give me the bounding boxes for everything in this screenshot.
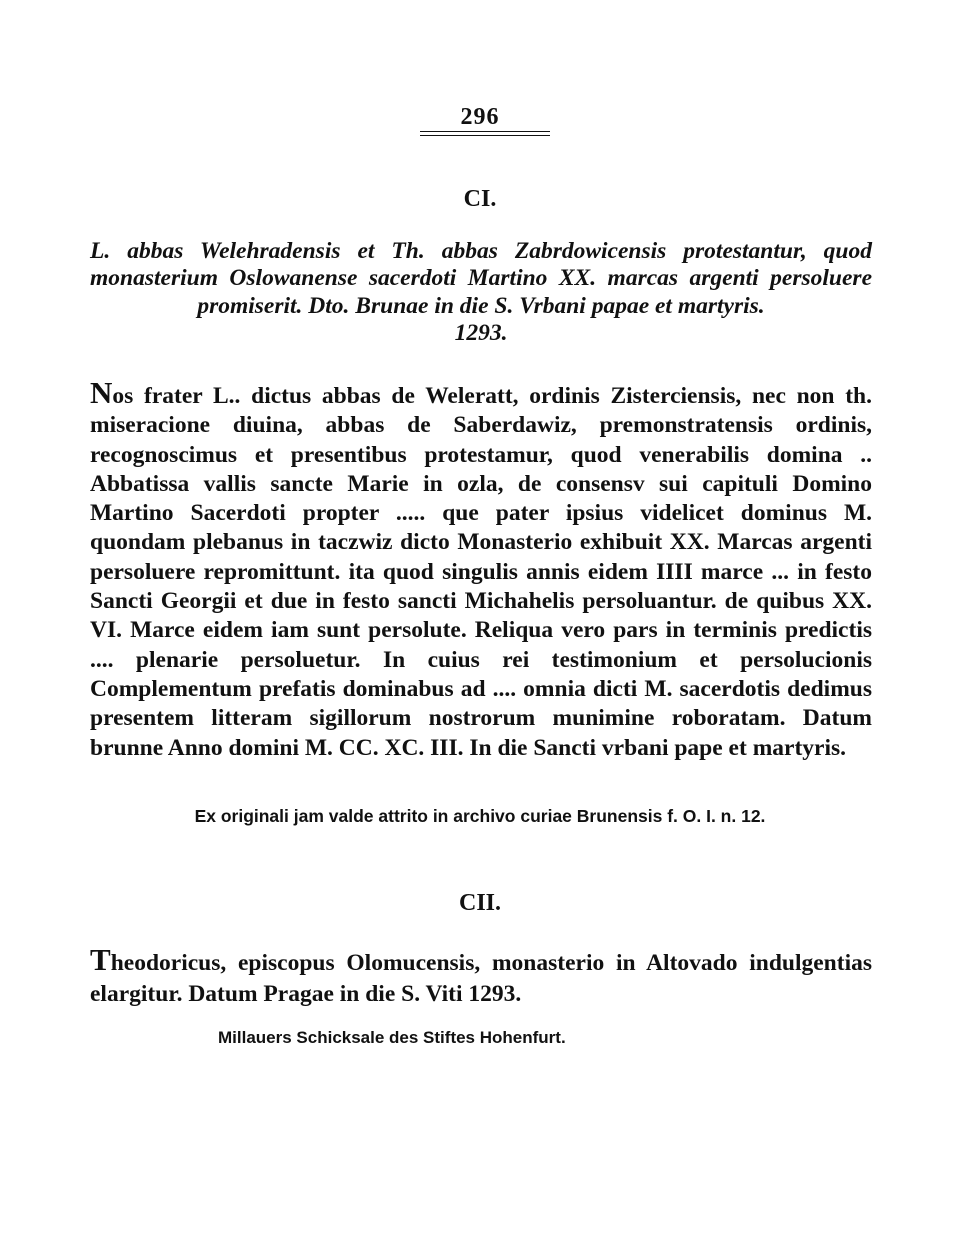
page-number-rule [420,135,550,136]
source-note: Millauers Schicksale des Stiftes Hohenfurt. [218,1028,566,1047]
regest-year: 1293. [454,319,508,346]
document-regest [90,238,872,347]
page-number: 296 [460,104,500,130]
regest-text: L. abbas Welehradensis et Th. abbas Zabrdowicensis protestantur, quod monasterium Oslowanense sacerdoti Martino XX. marcas argenti persoluere promiserit. Dto. Brunae in die S. Vrbani papae et martyris. [90,238,872,319]
regest-text: heodoricus, episcopus Olomucensis, monasterio in Altovado indulgentias elargitur. Datum Pragae in die S. Viti 1293. [90,950,872,1007]
document-regest [90,944,872,1010]
source-note: Ex originali jam valde attrito in archivo curiae Brunensis f. O. I. n. 12. [194,806,766,826]
page-number-rule [420,131,550,132]
body-text: os frater L.. dictus abbas de Weleratt, ordinis Zisterciensis, nec non th. miseracione diuina, abbas de Saberdawiz, premonstratensis ordinis, recognoscimus et presentibus protestamur, quod venerabilis domina .. Abbatissa vallis sancte Marie in ozla, de consensv sui capituli Domino Martino Sacerdoti propter ..... que pater ipsius videlicet dominus M. quondam plebanus in taczwiz dicto Monasterio exhibuit XX. Marcas argenti persoluere repromittunt. ita quod singulis annis eidem IIII marce ... in festo Sancti Georgii et due in festo sancti Michahelis persoluantur. de quibus XX. VI. Marce eidem iam sunt persolute. Reliqua vero pars in terminis predictis .... plenarie persoluetur. In cuius rei testimonium et persolucionis Complementum prefatis dominabus ad .... omnia dicti M. sacerdotis dedimus presentem litteram sigillorum nostrorum munimine roboratam. Datum brunne Anno domini M. CC. XC. III. In die Sancti vrbani pape et martyris. [90,383,872,761]
initial-letter: N [90,375,113,410]
document-number: CI. [463,186,497,212]
document-body [90,375,872,763]
initial-letter: T [90,942,111,977]
document-number: CII. [458,890,501,916]
